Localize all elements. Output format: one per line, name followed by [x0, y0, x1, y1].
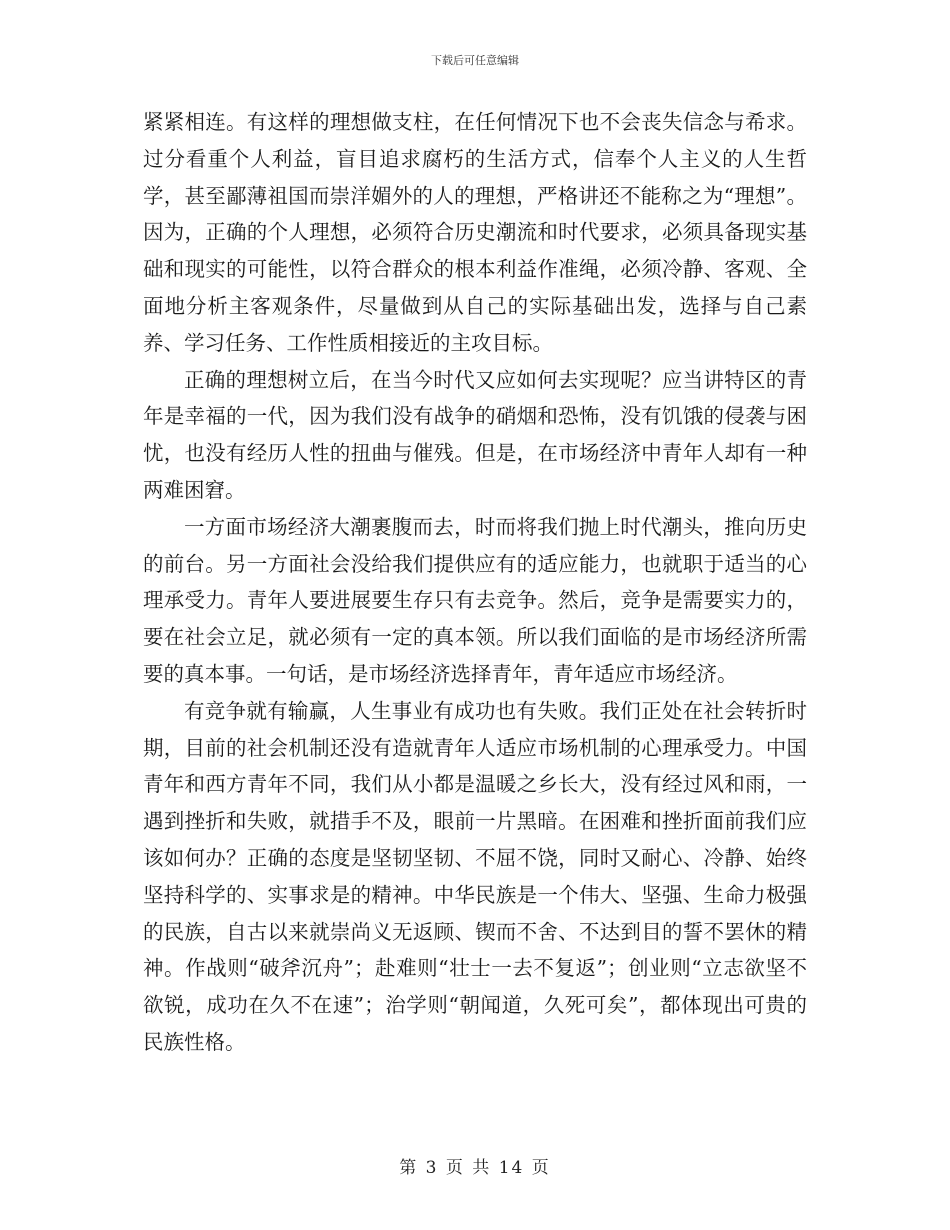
paragraph-4: 有竞争就有输赢，人生事业有成功也有失败。我们正处在社会转折时期，目前的社会机制还没有造就青年人适应市场机制的心理承受力。中国青年和西方青年不同，我们从小都是温暖之乡长大，没有经过风和雨，一遇到挫折和失败，就措手不及，眼前一片黑暗。在困难和挫折面前我们应该如何办？正确的态度是坚韧坚韧、不屈不饶，同时又耐心、冷静、始终坚持科学的、实事求是的精神。中华民族是一个伟大、坚强、生命力极强的民族，自古以来就崇尚义无返顾、锲而不舍、不达到目的誓不罢休的精神。作战则“破斧沉舟”；赴难则“壮士一去不复返”；创业则“立志欲坚不欲锐，成功在久不在速”；治学则“朝闻道，久死可矣”，都体现出可贵的民族性格。 — [143, 698, 807, 1054]
page-header: 下载后可任意编辑 — [431, 54, 519, 67]
page-number-footer: 第 3 页 共 14 页 — [399, 1158, 551, 1178]
document-body — [143, 104, 807, 1061]
paragraph-3: 一方面市场经济大潮裹腹而去，时而将我们抛上时代潮头，推向历史的前台。另一方面社会没给我们提供应有的适应能力，也就职于适当的心理承受力。青年人要进展要生存只有去竞争。然后，竞争是需要实力的，要在社会立足，就必须有一定的真本领。所以我们面临的是市场经济所需要的真本事。一句话，是市场经济选择青年，青年适应市场经济。 — [143, 514, 807, 686]
paragraph-1: 紧紧相连。有这样的理想做支柱，在任何情况下也不会丧失信念与希求。过分看重个人利益，盲目追求腐朽的生活方式，信奉个人主义的人生哲学，甚至鄙薄祖国而崇洋媚外的人的理想，严格讲还不能称之为“理想”。因为，正确的个人理想，必须符合历史潮流和时代要求，必须具备现实基础和现实的可能性，以符合群众的根本利益作准绳，必须冷静、客观、全面地分析主客观条件，尽量做到从自己的实际基础出发，选择与自己素养、学习任务、工作性质相接近的主攻目标。 — [143, 110, 807, 355]
paragraph-2: 正确的理想树立后，在当今时代又应如何去实现呢？应当讲特区的青年是幸福的一代，因为我们没有战争的硝烟和恐怖，没有饥饿的侵袭与困忧，也没有经历人性的扭曲与催残。但是，在市场经济中青年人却有一种两难困窘。 — [143, 367, 807, 502]
